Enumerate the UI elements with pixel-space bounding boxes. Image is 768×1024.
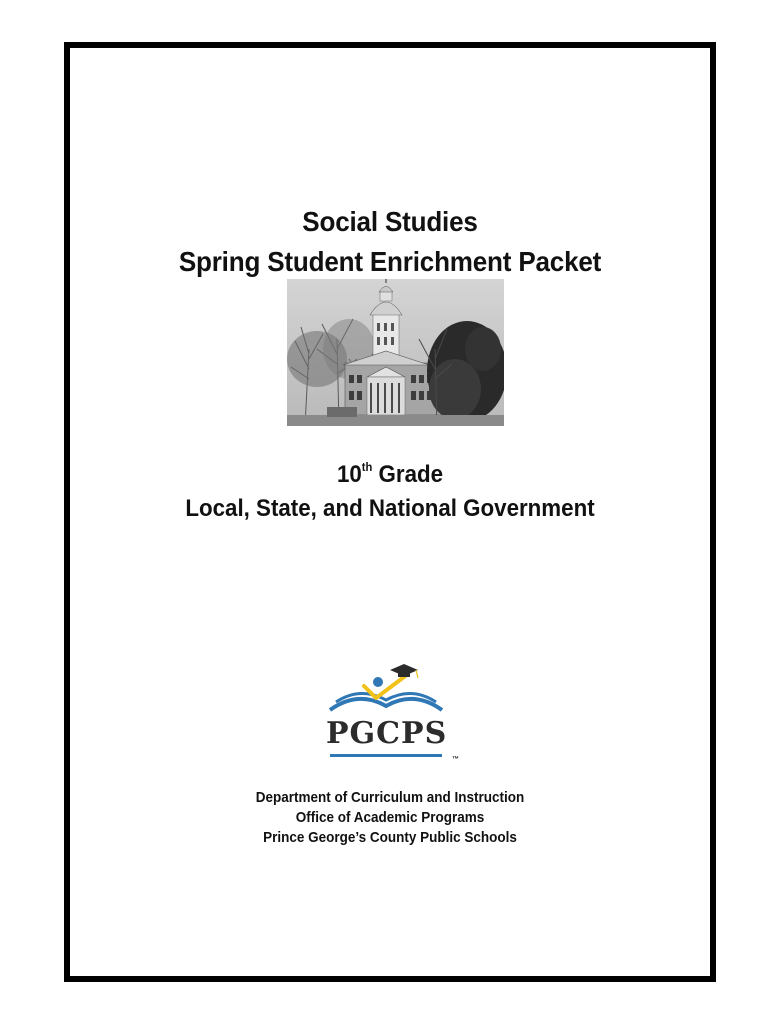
grade-word: Grade bbox=[378, 461, 444, 488]
pgcps-logo bbox=[326, 660, 466, 770]
logo-wordmark: PGCPS bbox=[326, 716, 448, 751]
office-name: Office of Academic Programs bbox=[295, 809, 485, 826]
pgcps-logo-emblem bbox=[326, 660, 446, 718]
logo-underline bbox=[330, 754, 442, 757]
grade-suffix: th bbox=[361, 460, 373, 474]
logo-trademark: ™ bbox=[452, 756, 459, 763]
title-subject: Social Studies bbox=[302, 206, 478, 237]
grade-line bbox=[92, 458, 687, 492]
grade-number: 10 bbox=[336, 461, 362, 488]
grade-block bbox=[70, 458, 710, 526]
page-frame bbox=[64, 42, 716, 982]
department-block bbox=[70, 788, 710, 848]
title-block bbox=[70, 202, 710, 282]
department-name: Department of Curriculum and Instruction bbox=[255, 789, 525, 806]
school-system-name: Prince George’s County Public Schools bbox=[263, 829, 517, 846]
course-title: Local, State, and National Government bbox=[185, 495, 595, 522]
statehouse-photo bbox=[287, 279, 504, 426]
title-packet: Spring Student Enrichment Packet bbox=[178, 246, 602, 277]
